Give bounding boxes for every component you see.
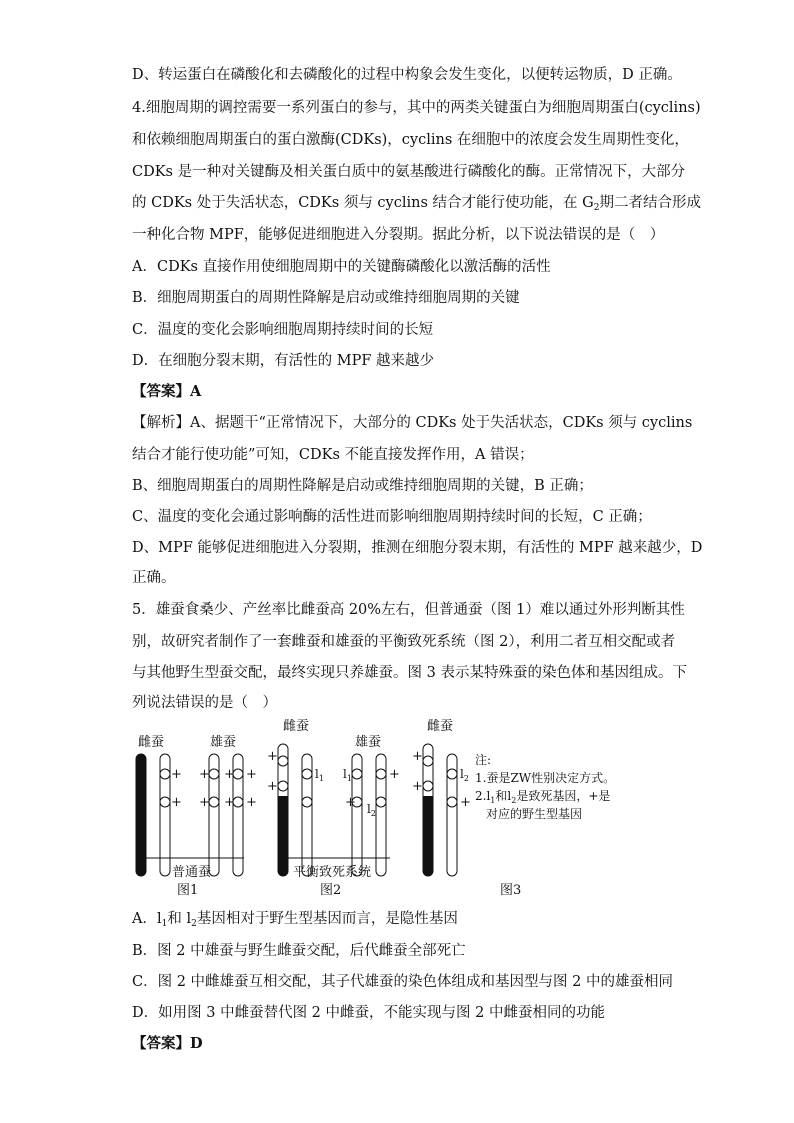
- answer-label: 【答案】D: [132, 1035, 203, 1052]
- plus-sign: +: [199, 795, 210, 810]
- option-c: C．温度的变化会影响细胞周期持续时间的长短: [132, 322, 434, 338]
- plus-sign: +: [246, 795, 257, 810]
- text-line: 和依赖细胞周期蛋白的蛋白激酶(CDKs)，cyclins 在细胞中的浓度会发生周期性变化，: [132, 132, 689, 148]
- text-segment: 2.l: [475, 789, 491, 803]
- plus-sign: +: [171, 767, 182, 782]
- note-line-1: 1.蚕是ZW性别决定方式。: [475, 771, 616, 785]
- fig2-group-label: 平衡致死系统: [293, 865, 372, 880]
- text-line: 别，故研究者制作了一套雌蚕和雄蚕的平衡致死系统（图 2），利用二者互相交配或者: [132, 634, 676, 650]
- analysis-line: C、温度的变化会通过影响酶的活性进而影响细胞周期持续时间的长短，C 正确；: [132, 509, 652, 525]
- subscript: 1: [318, 774, 324, 783]
- note-title: 注:: [475, 753, 492, 767]
- svg-text:l2: [367, 802, 376, 818]
- plus-sign: +: [246, 767, 257, 782]
- question-4-stem: 4.细胞周期的调控需要一系列蛋白的参与，其中的两类关键蛋白为细胞周期蛋白(cyclins): [132, 100, 701, 116]
- subscript: 2: [370, 809, 376, 818]
- subscript: 1: [490, 796, 496, 805]
- analysis-line: 【解析】A、据题干“正常情况下，大部分的 CDKs 处于失活状态，CDKs 须与 cyclins: [132, 415, 693, 431]
- fig1-group-label: 普通蚕: [172, 865, 212, 880]
- text-segment: 和l: [495, 789, 512, 803]
- svg-text:l2: [460, 767, 469, 783]
- text-line: 一种化合物 MPF，能够促进细胞进入分裂期。据此分析，以下说法错误的是（ ）: [132, 227, 665, 243]
- option-a: [132, 910, 458, 928]
- text-line: D、转运蛋白在磷酸化和去磷酸化的过程中构象会发生变化，以便转运物质，D 正确。: [132, 67, 682, 83]
- subscript: 1: [346, 774, 352, 783]
- svg-text:l1: [343, 767, 352, 783]
- text-segment: 的 CDKs 处于失活状态，CDKs 须与 cyclins 结合才能行使功能，在 G: [132, 195, 594, 211]
- analysis-line: B、细胞周期蛋白的周期性降解是启动或维持细胞周期的关键，B 正确；: [132, 478, 593, 494]
- plus-sign: +: [460, 795, 471, 810]
- option-d: D．如用图 3 中雌蚕替代图 2 中雌蚕，不能实现与图 2 中雌蚕相同的功能: [132, 1005, 605, 1021]
- plus-sign: +: [267, 779, 278, 794]
- subscript: 1: [161, 919, 168, 929]
- subscript: 2: [511, 796, 517, 805]
- text-line: 与其他野生型蚕交配，最终实现只养雄蚕。图 3 表示某特殊蚕的染色体和基因组成。下: [132, 665, 687, 681]
- plus-sign: +: [389, 767, 400, 782]
- option-a: A．CDKs 直接作用使细胞周期中的关键酶磷酸化以激活酶的活性: [132, 259, 551, 275]
- plus-sign: +: [171, 795, 182, 810]
- answer-label: 【答案】A: [132, 383, 202, 400]
- chromosome-figure: [130, 716, 650, 901]
- fig2-male-label: 雄蚕: [355, 735, 382, 750]
- gene-l: l: [343, 767, 347, 781]
- gene-l: l: [460, 767, 464, 781]
- fig2-caption: 图2: [320, 883, 342, 898]
- plus-sign: +: [199, 767, 210, 782]
- option-b: B．图 2 中雄蚕与野生雌蚕交配，后代雌蚕全部死亡: [132, 943, 466, 959]
- note-line-2: [475, 788, 610, 805]
- fig1-female-label: 雌蚕: [138, 735, 165, 750]
- subscript: 2: [463, 774, 469, 783]
- fig3-caption: 图3: [500, 883, 522, 898]
- plus-sign: +: [267, 749, 278, 764]
- option-b: B．细胞周期蛋白的周期性降解是启动或维持细胞周期的关键: [132, 290, 520, 306]
- gene-l: l: [367, 802, 371, 816]
- option-d: D．在细胞分裂末期，有活性的 MPF 越来越少: [132, 353, 435, 369]
- subscript: 2: [593, 203, 600, 213]
- subscript: 2: [191, 919, 197, 929]
- text-segment: 基因相对于野生型基因而言，是隐性基因: [196, 911, 458, 927]
- analysis-line: 结合才能行使功能”可知，CDKs 不能直接发挥作用，A 错误；: [132, 447, 534, 463]
- text-segment: 和 l: [167, 911, 192, 927]
- svg-text:l1: [315, 767, 324, 783]
- analysis-line: D、MPF 能够促进细胞进入分裂期，推测在细胞分裂末期，有活性的 MPF 越来越少，D: [132, 540, 703, 556]
- plus-sign: +: [412, 779, 423, 794]
- fig2-female-label: 雌蚕: [283, 719, 310, 734]
- fig1-caption: 图1: [177, 883, 199, 898]
- plus-sign: +: [224, 767, 235, 782]
- fig3-female-label: 雌蚕: [427, 719, 454, 734]
- text-segment: 期二者结合形成: [599, 195, 701, 211]
- analysis-line: 正确。: [132, 570, 176, 586]
- note-line-3: 对应的野生型基因: [486, 807, 583, 821]
- text-line: 列说法错误的是（ ）: [132, 695, 277, 711]
- text-line: CDKs 是一种对关键酶及相关蛋白质中的氨基酸进行磷酸化的酶。正常情况下，大部分: [132, 164, 686, 180]
- fig1-male-label: 雄蚕: [210, 735, 237, 750]
- text-segment: A．l: [132, 911, 162, 927]
- gene-l: l: [315, 767, 319, 781]
- text-segment: 是致死基因，+是: [516, 789, 611, 803]
- text-line: [132, 194, 701, 212]
- option-c: C．图 2 中雌雄蚕互相交配，其子代雄蚕的染色体组成和基因型与图 2 中的雄蚕相同: [132, 974, 673, 990]
- plus-sign: +: [224, 795, 235, 810]
- question-5-stem: 5．雄蚕食桑少、产丝率比雌蚕高 20%左右，但普通蚕（图 1）难以通过外形判断其性: [132, 602, 685, 618]
- plus-sign: +: [412, 749, 423, 764]
- plus-sign: +: [345, 795, 356, 810]
